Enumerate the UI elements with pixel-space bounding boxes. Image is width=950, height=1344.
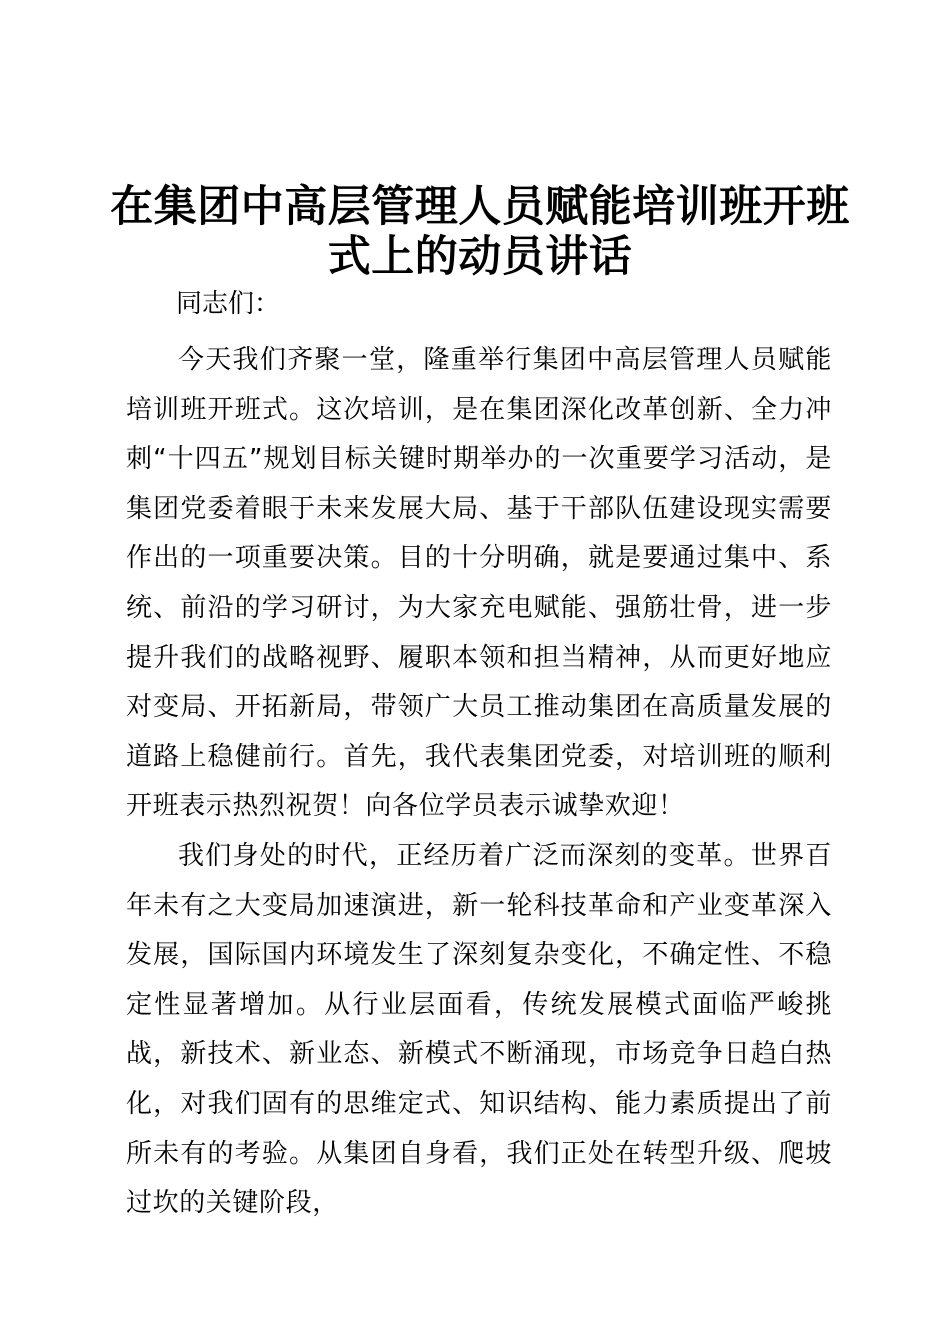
paragraph-context: 我们身处的时代，正经历着广泛而深刻的变革。世界百年未有之大变局加速演进，新一轮科技革命和产业变革深入发展，国际国内环境发生了深刻复杂变化，不确定性、不稳定性显著增加。从行业层面看，传统发展模式面临严峻挑战，新技术、新业态、新模式不断涌现，市场竞争日趋白热化，对我们固有的思维定式、知识结构、能力素质提出了前所未有的考验。从集团自身看，我们正处在转型升级、爬坡过坎的关键阶段，	[126, 840, 832, 1219]
salutation: 同志们：	[176, 289, 281, 319]
document-body	[126, 336, 832, 1229]
paragraph-opening: 今天我们齐聚一堂，隆重举行集团中高层管理人员赋能培训班开班式。这次培训，是在集团深化改革创新、全力冲刺“十四五”规划目标关键时期举办的一次重要学习活动，是集团党委着眼于未来发展大局、基于干部队伍建设现实需要作出的一项重要决策。目的十分明确，就是要通过集中、系统、前沿的学习研讨，为大家充电赋能、强筋壮骨，进一步提升我们的战略视野、履职本领和担当精神，从而更好地应对变局、开拓新局，带领广大员工推动集团在高质量发展的道路上稳健前行。首先，我代表集团党委，对培训班的顺利开班表示热烈祝贺！向各位学员表示诚挚欢迎！	[126, 345, 832, 822]
document-title: 在集团中高层管理人员赋能培训班开班式上的动员讲话	[110, 182, 850, 282]
